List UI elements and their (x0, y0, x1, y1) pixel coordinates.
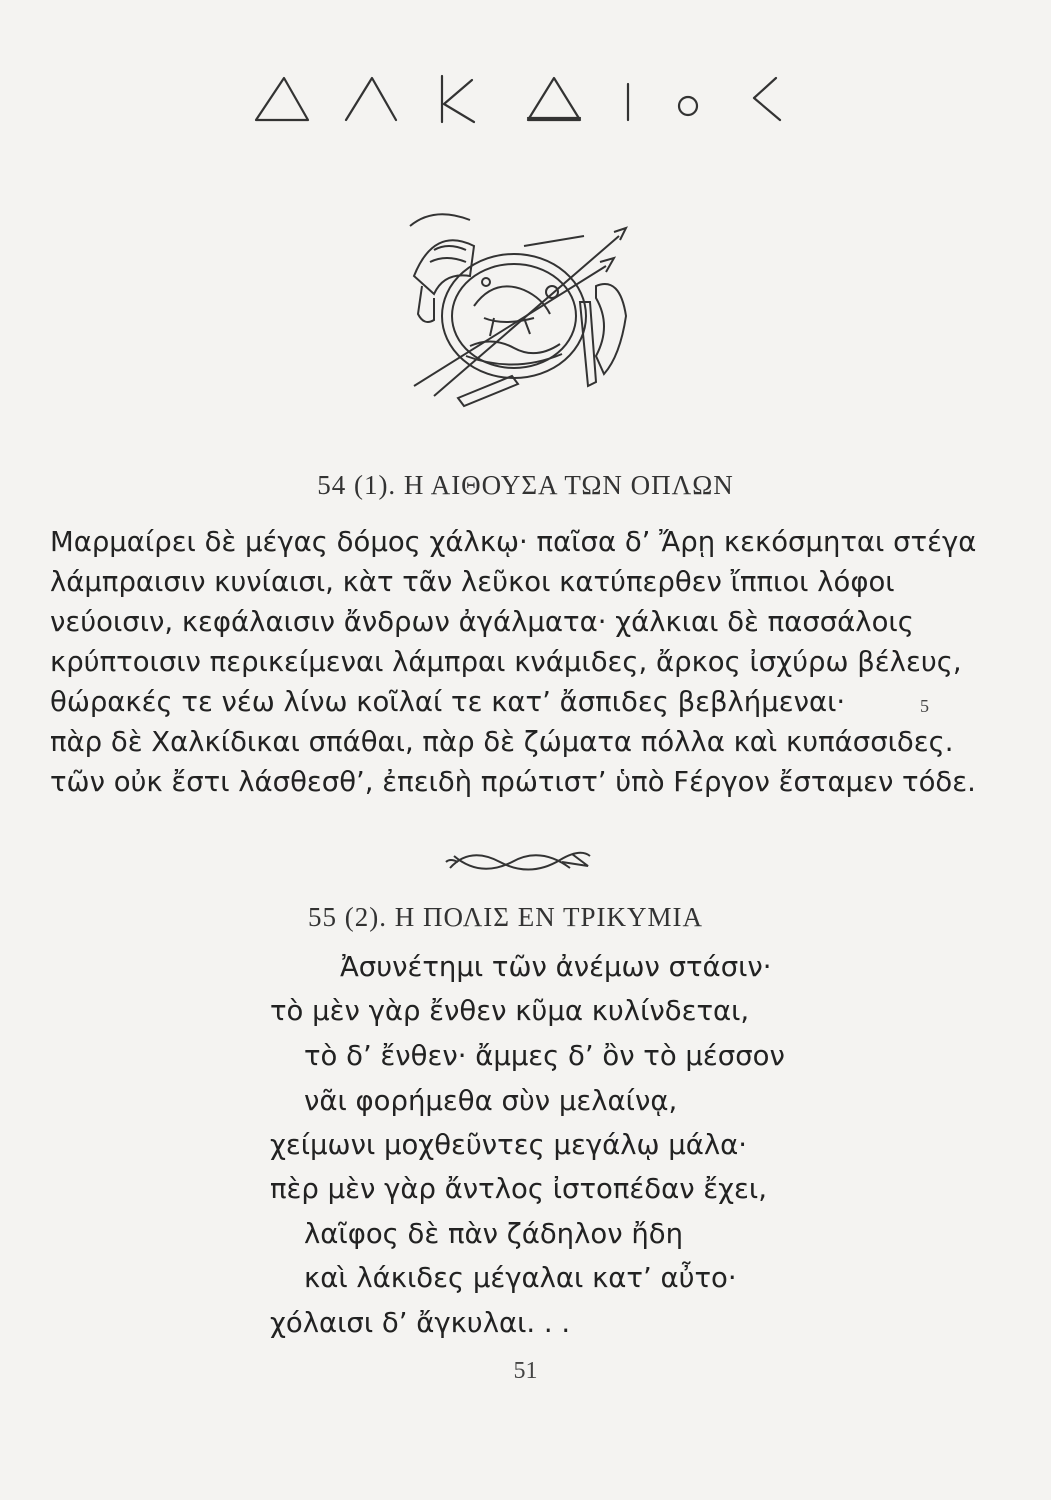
poem-body (50, 522, 990, 802)
poem-line: πὰρ δὲ Χαλκίδικαι σπάθαι, πὰρ δὲ ζώματα πόλλα καὶ κυπάσσιδες. (50, 726, 954, 758)
poem-line: τῶν οὐκ ἔστι λάσθεσθ’, ἐπειδὴ πρώτιστ’ ὑπὸ Fέργον ἔσταμεν τόδε. (50, 766, 976, 798)
author-title (0, 68, 1051, 138)
ornament-divider (440, 838, 600, 886)
poem-heading: 54 (1). Η ΑΙΘΟΥΣΑ ΤΩΝ ΟΠΛΩΝ (317, 470, 734, 500)
poem-line: θώρακές τε νέω λίνω κοῖλαί τε κατ’ ἄσπιδες βεβλήμεναι· (50, 686, 846, 718)
poem-line: λάμπραισιν κυνίαισι, κὰτ τᾶν λεῦκοι κατύπερθεν ἴππιοι λόφοι (50, 566, 895, 598)
line-number: 5 (920, 696, 929, 716)
poem-line: Μαρμαίρει δὲ μέγας δόμος χάλκῳ· παῖσα δ’ Ἄρῃ κεκόσμηται στέγα (50, 526, 977, 558)
author-title-lettering (246, 68, 806, 138)
poem-line: καὶ λάκιδες μέγαλαι κατ’ αὖτο· (304, 1262, 737, 1294)
poem-line: νᾶι φορήμεθα σὺν μελαίνᾳ, (304, 1085, 678, 1117)
poem-line: πὲρ μὲν γὰρ ἄντλος ἰστοπέδαν ἔχει, (270, 1173, 767, 1205)
poem-line: χείμωνι μοχθεῦντες μεγάλῳ μάλα· (270, 1129, 748, 1161)
poem-line: τὸ δ’ ἔνθεν· ἄμμες δ’ ὂν τὸ μέσσον (304, 1040, 785, 1072)
poem-line: νεύοισιν, κεφάλαισιν ἄνδρων ἀγάλματα· χάλκιαι δὲ πασσάλοις (50, 606, 914, 638)
poem-line: λαῖφος δὲ πὰν ζάδηλον ἤδη (304, 1218, 683, 1250)
poem-line: Ἀσυνέτημι τῶν ἀνέμων στάσιν· (340, 951, 772, 983)
page-number: 51 (513, 1358, 538, 1384)
poem-line: χόλαισι δ’ ἄγκυλαι. . . (270, 1307, 571, 1339)
armor-emblem-illustration (374, 206, 674, 430)
poem-line: τὸ μὲν γὰρ ἔνθεν κῦμα κυλίνδεται, (270, 995, 750, 1027)
poem-heading: 55 (2). Η ΠΟΛΙΣ ΕΝ ΤΡΙΚΥΜΙΑ (308, 902, 703, 932)
poem-line: κρύπτοισιν περικείμεναι λάμπραι κνάμιδες, ἄρκος ἰσχύρω βέλευς, (50, 646, 962, 678)
